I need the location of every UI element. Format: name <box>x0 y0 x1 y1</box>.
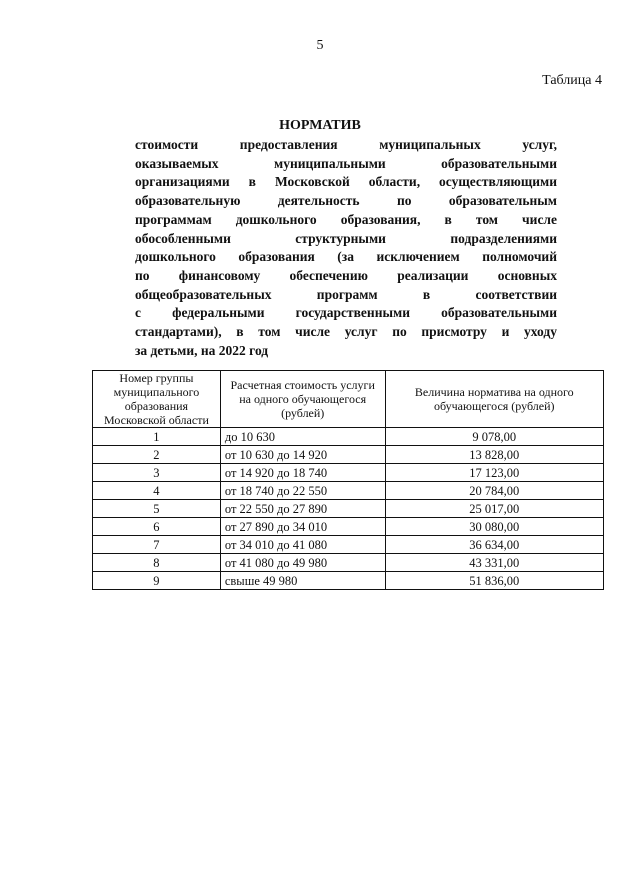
document-subtitle <box>135 136 557 360</box>
subtitle-line: оказываемых муниципальными образовательными <box>135 155 557 171</box>
norm-value-cell: 17 123,00 <box>385 464 603 482</box>
norm-value-cell: 36 634,00 <box>385 536 603 554</box>
document-title: НОРМАТИВ <box>279 118 361 133</box>
cost-range-cell: от 27 890 до 34 010 <box>220 518 385 536</box>
group-number-cell: 2 <box>93 446 221 464</box>
group-number-cell: 9 <box>93 572 221 590</box>
table-row <box>93 572 604 590</box>
table-row <box>93 446 604 464</box>
norm-value-cell: 25 017,00 <box>385 500 603 518</box>
cost-range-cell: до 10 630 <box>220 428 385 446</box>
norm-value-cell: 20 784,00 <box>385 482 603 500</box>
table-header-row <box>93 371 604 428</box>
group-number-cell: 5 <box>93 500 221 518</box>
table-row <box>93 500 604 518</box>
norm-table <box>92 370 604 590</box>
header-calculated-cost: Расчетная стоимость услуги на одного обучающегося (рублей) <box>220 371 385 428</box>
subtitle-line: стоимости предоставления муниципальных услуг, <box>135 137 557 152</box>
cost-range-cell: от 18 740 до 22 550 <box>220 482 385 500</box>
subtitle-line: общеобразовательных программ в соответствии <box>135 286 557 302</box>
page-number: 5 <box>316 38 324 53</box>
norm-value-cell: 9 078,00 <box>385 428 603 446</box>
cost-range-cell: от 41 080 до 49 980 <box>220 554 385 572</box>
subtitle-line: программам дошкольного образования, в том числе <box>135 211 557 227</box>
norm-value-cell: 13 828,00 <box>385 446 603 464</box>
subtitle-line: образовательную деятельность по образовательным <box>135 193 557 209</box>
subtitle-line: за детьми, на 2022 год <box>135 342 269 358</box>
cost-range-cell: от 22 550 до 27 890 <box>220 500 385 518</box>
table-row <box>93 464 604 482</box>
table-row <box>93 536 604 554</box>
norm-value-cell: 30 080,00 <box>385 518 603 536</box>
subtitle-line: организациями в Московской области, осуществляющими <box>135 174 557 190</box>
group-number-cell: 4 <box>93 482 221 500</box>
subtitle-line: с федеральными государственными образовательными <box>135 305 557 321</box>
table-row <box>93 482 604 500</box>
cost-range-cell: от 14 920 до 18 740 <box>220 464 385 482</box>
table-row <box>93 518 604 536</box>
header-norm-value: Величина норматива на одного обучающегося (рублей) <box>385 371 603 428</box>
group-number-cell: 6 <box>93 518 221 536</box>
group-number-cell: 1 <box>93 428 221 446</box>
subtitle-line: по финансовому обеспечению реализации основных <box>135 267 557 283</box>
subtitle-line: стандартами), в том числе услуг по присмотру и уходу <box>135 324 557 340</box>
group-number-cell: 3 <box>93 464 221 482</box>
table-row <box>93 428 604 446</box>
subtitle-line: дошкольного образования (за исключением полномочий <box>135 249 557 265</box>
table-label: Таблица 4 <box>542 73 602 88</box>
group-number-cell: 7 <box>93 536 221 554</box>
table-row <box>93 554 604 572</box>
group-number-cell: 8 <box>93 554 221 572</box>
norm-value-cell: 51 836,00 <box>385 572 603 590</box>
header-group-number: Номер группы муниципального образования Московской области <box>93 371 221 428</box>
cost-range-cell: от 34 010 до 41 080 <box>220 536 385 554</box>
cost-range-cell: от 10 630 до 14 920 <box>220 446 385 464</box>
norm-value-cell: 43 331,00 <box>385 554 603 572</box>
cost-range-cell: свыше 49 980 <box>220 572 385 590</box>
subtitle-line: обособленными структурными подразделениями <box>135 230 557 246</box>
